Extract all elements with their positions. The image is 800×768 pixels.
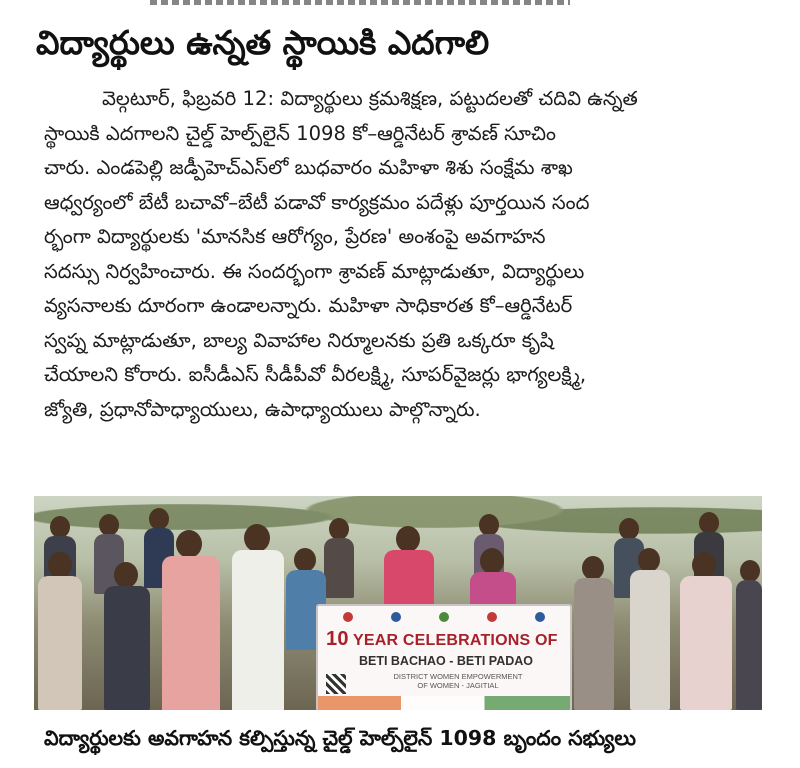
- article-line: ర్భంగా విద్యార్థులకు 'మానసిక ఆరోగ్యం, ప్రేరణ' అంశంపై అవగాహన: [44, 225, 546, 248]
- banner-tricolor-stripe: [318, 696, 570, 710]
- emblem-icon: [487, 612, 497, 622]
- article-line: చారు. ఎండపెల్లి జడ్పీహెచ్ఎస్‌లో బుధవారం మహిళా శిశు సంక్షేమ శాఖ: [44, 156, 573, 179]
- emblem-icon: [391, 612, 401, 622]
- event-banner: [316, 604, 572, 710]
- banner-subtitle: BETI BACHAO - BETI PADAO: [358, 654, 534, 668]
- article-line: వ్యసనాలకు దూరంగా ఉండాలన్నారు. మహిళా సాధికారత కో–ఆర్డినేటర్: [44, 294, 573, 317]
- banner-department-line: OF WOMEN - JAGITIAL: [417, 681, 499, 690]
- article-body: [44, 82, 766, 427]
- emblem-icon: [343, 612, 353, 622]
- emblem-icon: [535, 612, 545, 622]
- article-line: ఆధ్వర్యంలో బేటీ బచావో–బేటీ పడావో కార్యక్రమం పదేళ్లు పూర్తయిన సంద: [44, 190, 590, 214]
- article-line: స్వప్న మాట్లాడుతూ, బాల్య వివాహాల నిర్మూలనకు ప్రతి ఒక్కరూ కృషి: [44, 328, 554, 352]
- banner-department-line: DISTRICT WOMEN EMPOWERMENT: [393, 672, 523, 681]
- banner-title: [326, 628, 566, 651]
- group-photo: [34, 496, 762, 710]
- article-line: జ్యోతి, ప్రధానోపాధ్యాయులు, ఉపాధ్యాయులు పాల్గొన్నారు.: [44, 397, 481, 421]
- article-line: సదస్సు నిర్వహించారు. ఈ సందర్భంగా శ్రావణ్ మాట్లాడుతూ, విద్యార్థులు: [44, 259, 585, 283]
- photo-caption: విద్యార్థులకు అవగాహన కల్పిస్తున్న చైల్డ్ హెల్ప్‌లైన్ 1098 బృందం సభ్యులు: [44, 726, 636, 750]
- article-headline: విద్యార్థులు ఉన్నత స్థాయికి ఎదగాలి: [36, 23, 490, 62]
- banner-department: [358, 672, 558, 690]
- banner-number: 10: [326, 628, 349, 650]
- qr-code-icon: [326, 674, 346, 694]
- previous-article-cut-text: [0, 0, 800, 8]
- article-line: చేయాలని కోరారు. ఐసీడీఎస్ సీడీపీవో వీరలక్ష్మి, సూపర్‌వైజర్లు భాగ్యలక్ష్మి,: [44, 363, 587, 386]
- emblem-icon: [439, 612, 449, 622]
- article-line: వెల్గటూర్, ఫిబ్రవరి 12: విద్యార్థులు క్రమశిక్షణ, పట్టుదలతో చదివి ఉన్నత: [102, 87, 638, 110]
- banner-title-text: YEAR CELEBRATIONS OF: [348, 632, 558, 649]
- banner-logos: [324, 610, 564, 624]
- article-line: స్థాయికి ఎదగాలని చైల్డ్ హెల్ప్‌లైన్ 1098 కో–ఆర్డినేటర్ శ్రావణ్ సూచిం: [44, 121, 556, 145]
